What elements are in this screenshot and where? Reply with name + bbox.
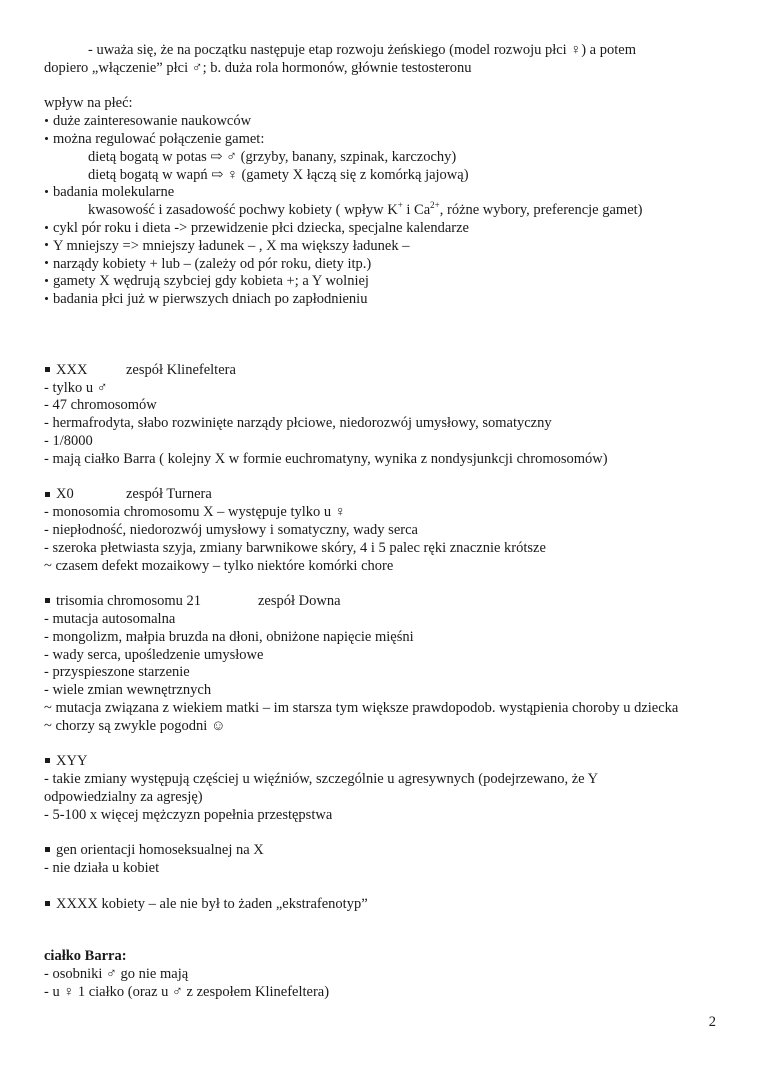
square-bullet-icon <box>45 847 50 852</box>
square-bullet-icon <box>45 901 50 906</box>
syndrome-title-klinefelter: XXX zespół Klinefeltera <box>44 362 734 380</box>
bullet-icon <box>45 243 48 246</box>
list-item: można regulować połączenie gamet: <box>44 131 734 149</box>
list-item: - szeroka płetwiasta szyja, zmiany barwnikowe skóry, 4 i 5 palec ręki znacznie krótsze <box>44 539 546 556</box>
spacer <box>44 913 734 948</box>
bullet-icon <box>45 226 48 229</box>
page-number: 2 <box>708 1014 716 1030</box>
list-item: Y mniejszy => mniejszy ładunek – , X ma większy ładunek – <box>44 238 734 256</box>
list-item: - monosomia chromosomu X – występuje tylko u ♀ <box>44 504 346 521</box>
document-page <box>44 42 734 1002</box>
section-title-xxxx: XXXX kobiety – ale nie był to żaden „ekstrafenotyp” <box>44 896 734 914</box>
spacer <box>44 735 734 753</box>
sub-list-item: kwasowość i zasadowość pochwy kobiety ( wpływ K+ i $Ca^{2+}$, różne wybory, preferencje gamet) <box>88 200 643 219</box>
section-heading-sex-influence: wpływ na płeć: <box>44 95 133 112</box>
intro-line-1: - uważa się, że na początku następuje etap rozwoju żeńskiego (model rozwoju płci ♀) a potem <box>88 42 636 58</box>
list-item: - przyspieszone starzenie <box>44 664 190 681</box>
syndrome-title-down: trisomia chromosomu 21 zespół Downa <box>44 593 734 611</box>
bullet-icon <box>45 119 48 122</box>
spacer <box>44 575 734 593</box>
list-item: - mongolizm, małpia bruzda na dłoni, obniżone napięcie mięśni <box>44 628 414 645</box>
intro-line-2: dopiero „włączenie” płci ♂; b. duża rola hormonów, głównie testosteronu <box>44 59 472 76</box>
spacer <box>44 309 734 344</box>
spacer <box>44 824 734 842</box>
sub-list-item: dietą bogatą w potas ⇨ ♂ (grzyby, banany, szpinak, karczochy) <box>88 148 457 165</box>
section-title-homo: gen orientacji homoseksualnej na X <box>44 842 734 860</box>
syndrome-title-turner: X0 zespół Turnera <box>44 486 734 504</box>
list-item: - wady serca, upośledzenie umysłowe <box>44 646 264 663</box>
list-item: - 47 chromosomów <box>44 397 157 414</box>
list-item: - wiele zmian wewnętrznych <box>44 682 212 699</box>
bullet-icon <box>45 261 48 264</box>
bullet-icon <box>45 279 48 282</box>
list-item: odpowiedzialny za agresję) <box>44 788 203 805</box>
list-item: ~ mutacja związana z wiekiem matki – im starsza tym większe prawdopodob. wystąpienia choroby u dziecka <box>44 699 679 716</box>
sub-list-item: dietą bogatą w wapń ⇨ ♀ (gamety X łączą się z komórką jajową) <box>88 166 469 183</box>
list-item: duże zainteresowanie naukowców <box>44 113 734 131</box>
list-item: cykl pór roku i dieta -> przewidzenie płci dziecka, specjalne kalendarze <box>44 220 734 238</box>
list-item: - niepłodność, niedorozwój umysłowy i somatyczny, wady serca <box>44 521 418 538</box>
syndrome-title-xyy: XYY <box>44 753 734 771</box>
list-item: - tylko u ♂ <box>44 379 108 396</box>
list-item: - u ♀ 1 ciałko (oraz u ♂ z zespołem Klinefeltera) <box>44 984 330 1001</box>
square-bullet-icon <box>45 367 50 372</box>
list-item: badania molekularne <box>44 184 734 202</box>
list-item: - mutacja autosomalna <box>44 610 176 627</box>
list-item: - hermafrodyta, słabo rozwinięte narządy płciowe, niedorozwój umysłowy, somatyczny <box>44 415 552 432</box>
list-item: ~ czasem defekt mozaikowy – tylko niektóre komórki chore <box>44 557 394 574</box>
square-bullet-icon <box>45 492 50 497</box>
spacer <box>44 78 734 96</box>
list-item: - 1/8000 <box>44 432 93 449</box>
spacer <box>44 469 734 487</box>
list-item: narządy kobiety + lub – (zależy od pór roku, diety itp.) <box>44 256 734 274</box>
square-bullet-icon <box>45 598 50 603</box>
bullet-icon <box>45 190 48 193</box>
list-item: - osobniki ♂ go nie mają <box>44 966 189 983</box>
list-item: ~ chorzy są zwykle pogodni ☺ <box>44 717 226 734</box>
list-item: gamety X wędrują szybciej gdy kobieta +; a Y wolniej <box>44 273 734 291</box>
list-item: - mają ciałko Barra ( kolejny X w formie euchromatyny, wynika z nondysjunkcji chromosomów) <box>44 450 608 467</box>
section-heading-barr: ciałko Barra: <box>44 948 127 965</box>
list-item: - 5-100 x więcej mężczyzn popełnia przestępstwa <box>44 806 333 823</box>
bullet-icon <box>45 137 48 140</box>
list-item: - takie zmiany występują częściej u więźniów, szczególnie u agresywnych (podejrzewano, że Y <box>44 771 599 788</box>
bullet-icon <box>45 297 48 300</box>
list-item: badania płci już w pierwszych dniach po zapłodnieniu <box>44 291 734 309</box>
spacer <box>44 344 734 362</box>
spacer <box>44 878 734 896</box>
list-item: - nie działa u kobiet <box>44 860 160 877</box>
square-bullet-icon <box>45 758 50 763</box>
